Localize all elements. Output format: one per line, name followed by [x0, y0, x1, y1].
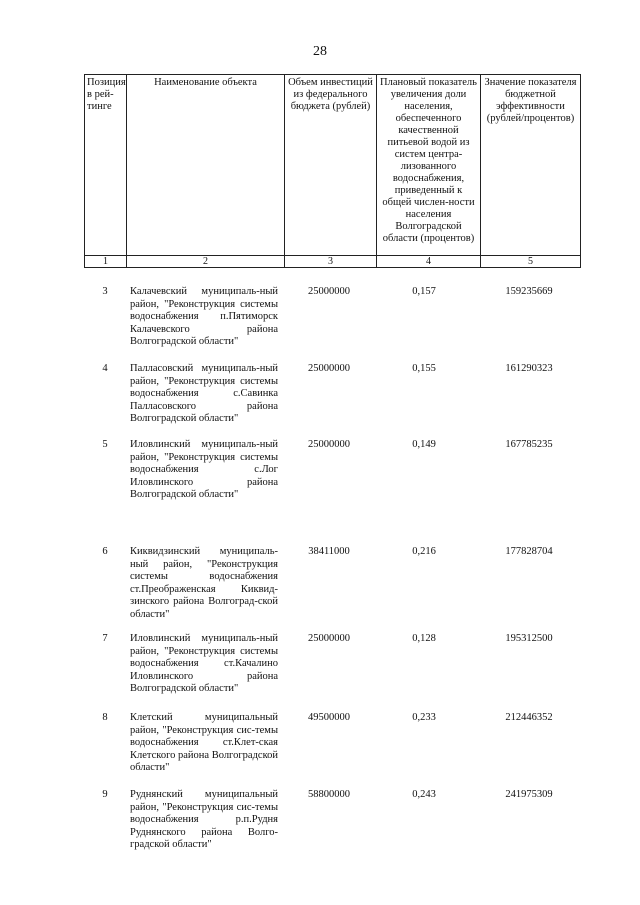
header-planned-indicator: Плановый показатель увеличения доли населения, обеспеченного качественной питьевой водой из систем центра-лизованного водоснабжения, приведенный к общей числен-ности населения Волгоградской области (процентов): [377, 75, 481, 256]
row-investment: 38411000: [308, 546, 350, 557]
row-investment: 25000000: [308, 439, 350, 450]
row-efficiency: 177828704: [505, 546, 553, 557]
row-object-name: Киквидзинский муниципаль-ный район, "Реконструкция системы водоснабжения ст.Преображенская Киквид-зинского района Волгоград-ской области": [130, 546, 278, 620]
column-number-5: 5: [481, 256, 581, 268]
row-percent: 0,155: [412, 363, 436, 374]
row-object-name: Палласовский муниципаль-ный район, "Реконструкция системы водоснабжения с.Савинка Палласовского района Волгоградской области": [130, 363, 278, 425]
row-efficiency: 159235669: [505, 286, 553, 297]
row-position: 5: [102, 439, 108, 450]
row-investment: 58800000: [308, 789, 350, 800]
column-number-4: 4: [377, 256, 481, 268]
row-percent: 0,149: [412, 439, 436, 450]
row-efficiency: 161290323: [505, 363, 553, 374]
row-investment: 25000000: [308, 633, 350, 644]
header-row: [85, 75, 581, 256]
header-efficiency: Значение показателя бюджетной эффективности (рублей/процентов): [481, 75, 581, 256]
row-percent: 0,216: [412, 546, 436, 557]
row-efficiency: 241975309: [505, 789, 553, 800]
row-efficiency: 212446352: [505, 712, 553, 723]
row-percent: 0,157: [412, 286, 436, 297]
row-position: 6: [102, 546, 108, 557]
row-position: 7: [102, 633, 108, 644]
row-object-name: Иловлинский муниципаль-ный район, "Реконструкция системы водоснабжения ст.Качалино Иловлинского района Волгоградской области": [130, 633, 278, 695]
row-percent: 0,128: [412, 633, 436, 644]
row-object-name: Калачевский муниципаль-ный район, "Реконструкция системы водоснабжения п.Пятиморск Калачевского района Волгоградской области": [130, 286, 278, 348]
row-efficiency: 167785235: [505, 439, 553, 450]
row-object-name: Клетский муниципальный район, "Реконструкция сис-темы водоснабжения ст.Клет-ская Клетского района Волгоградской области": [130, 712, 279, 774]
row-position: 8: [102, 712, 108, 723]
row-investment: 49500000: [308, 712, 350, 723]
row-percent: 0,243: [412, 789, 436, 800]
header-object-name: Наименование объекта: [127, 75, 285, 256]
header-position: Позиция в рей-тинге: [85, 75, 127, 256]
column-number-2: 2: [127, 256, 285, 268]
page-number: 28: [313, 44, 327, 59]
row-position: 9: [102, 789, 108, 800]
column-number-1: 1: [85, 256, 127, 268]
row-investment: 25000000: [308, 363, 350, 374]
row-investment: 25000000: [308, 286, 350, 297]
table-header: [84, 74, 581, 268]
row-position: 4: [102, 363, 108, 374]
column-number-row: [85, 256, 581, 268]
column-number-3: 3: [285, 256, 377, 268]
row-object-name: Иловлинский муниципаль-ный район, "Реконструкция системы водоснабжения с.Лог Иловлинского района Волгоградской области": [130, 439, 278, 501]
row-object-name: Руднянский муниципальный район, "Реконструкция сис-темы водоснабжения р.п.Рудня Руднянского района Волго-градской области": [130, 789, 278, 851]
header-investment: Объем инвестиций из федерального бюджета (рублей): [285, 75, 377, 256]
row-efficiency: 195312500: [505, 633, 553, 644]
row-position: 3: [102, 286, 108, 297]
row-percent: 0,233: [412, 712, 436, 723]
